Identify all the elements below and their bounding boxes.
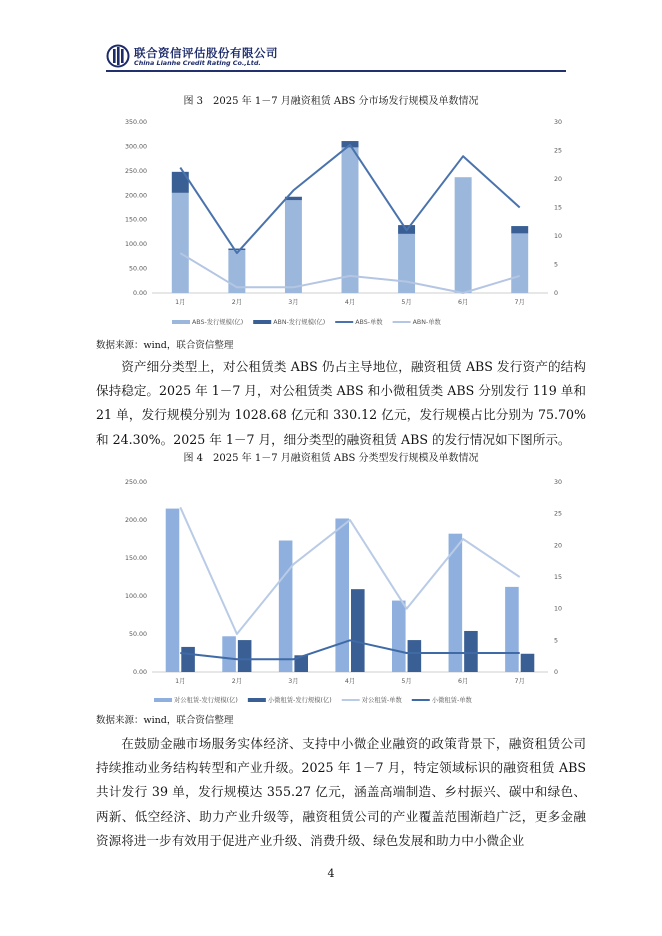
- y2-tick-label: 10: [554, 605, 563, 613]
- series-line-1: [180, 507, 519, 634]
- legend-swatch-bar: [172, 320, 190, 324]
- y-tick-label: 0.00: [132, 290, 147, 297]
- y2-tick-label: 5: [554, 261, 559, 269]
- bar-micro: [181, 647, 195, 672]
- x-tick-label: 4月: [344, 299, 356, 306]
- y2-tick-label: 25: [554, 510, 563, 518]
- bar-abs: [455, 177, 472, 293]
- bar-abn: [228, 249, 245, 250]
- legend-label: 对公租赁-单数: [361, 697, 402, 704]
- x-tick-label: 6月: [457, 299, 469, 306]
- bar-corporate: [392, 601, 406, 672]
- y2-tick-label: 0: [554, 290, 559, 297]
- legend-label: ABN-发行规模(亿): [273, 319, 326, 326]
- y2-tick-label: 15: [554, 204, 563, 212]
- bar-abn: [511, 226, 528, 233]
- y2-tick-label: 30: [554, 479, 563, 486]
- bar-abs: [511, 233, 528, 293]
- bar-corporate: [505, 587, 519, 672]
- bar-abs: [398, 234, 415, 293]
- x-tick-label: 3月: [288, 678, 299, 685]
- page-header: [106, 42, 566, 72]
- legend-label: ABS-发行规模(亿): [192, 319, 244, 326]
- y-tick-label: 250.00: [124, 479, 147, 486]
- y-tick-label: 350.00: [124, 119, 147, 126]
- paragraph-text: 资产细分类型上，对公租赁类 ABS 仍占主导地位，融资租赁 ABS 发行资产的结构保持稳定。2025 年 1－7 月，对公租赁类 ABS 和小微租赁类 ABS 分别发行 119 单和 21 单，发行规模分别为 1028.68 亿元和 330.12 亿元，发行规模占比分别为 75.70%和 24.30%。2025 年 1－7 月，细分类型的融资租赁 ABS 的发行情况如下图所示。: [96, 359, 586, 447]
- figure3-source: 数据来源：wind，联合资信整理: [96, 340, 234, 351]
- company-name-en: China Lianhe Credit Rating Co.,Ltd.: [134, 59, 261, 67]
- y-tick-label: 50.00: [128, 265, 147, 273]
- x-tick-label: 7月: [514, 678, 525, 685]
- x-tick-label: 6月: [457, 678, 469, 685]
- bar-micro: [238, 640, 252, 672]
- bar-micro: [408, 640, 422, 672]
- legend-label: 小微租赁-发行规模(亿): [267, 697, 332, 704]
- x-tick-label: 3月: [288, 299, 299, 306]
- bar-micro: [464, 631, 478, 672]
- bar-abs: [285, 200, 302, 293]
- y2-tick-label: 25: [554, 147, 563, 155]
- x-tick-label: 1月: [175, 299, 186, 306]
- x-tick-label: 2月: [231, 678, 243, 685]
- y-tick-label: 0.00: [132, 669, 147, 676]
- lianhe-logo-icon: [106, 44, 130, 68]
- figure4-caption: 图 4 2025 年 1－7 月融资租赁 ABS 分类型发行规模及单数情况: [183, 453, 479, 464]
- legend-swatch-bar: [154, 698, 172, 702]
- figure3-caption: 图 3 2025 年 1－7 月融资租赁 ABS 分市场发行规模及单数情况: [183, 96, 479, 107]
- y-tick-label: 200.00: [124, 192, 147, 200]
- bar-abs: [172, 193, 189, 293]
- legend-label: ABN-单数: [412, 319, 441, 326]
- y2-tick-label: 20: [554, 542, 563, 550]
- y2-tick-label: 15: [554, 574, 563, 581]
- x-tick-label: 5月: [401, 299, 412, 306]
- figure4-chart: [112, 472, 582, 708]
- company-name-cn: 联合资信评估股份有限公司: [134, 46, 278, 60]
- page-number: 4: [327, 867, 335, 880]
- y2-tick-label: 0: [554, 669, 559, 676]
- legend-swatch-bar: [253, 320, 271, 324]
- y-tick-label: 100.00: [124, 593, 147, 600]
- y2-tick-label: 30: [554, 119, 563, 126]
- header-divider: [106, 70, 566, 72]
- bar-corporate: [222, 636, 236, 672]
- x-tick-label: 2月: [231, 299, 243, 306]
- legend-label: 小微租赁-单数: [431, 697, 472, 704]
- x-tick-label: 7月: [514, 299, 525, 306]
- body-paragraph-1: [96, 355, 586, 452]
- bar-corporate: [335, 518, 349, 672]
- body-paragraph-2: [96, 732, 586, 853]
- bar-corporate: [279, 541, 293, 672]
- bar-micro: [351, 589, 365, 672]
- legend-label: 对公租赁-发行规模(亿): [174, 697, 238, 704]
- legend-swatch-bar: [248, 698, 266, 702]
- x-tick-label: 1月: [175, 678, 186, 685]
- bar-corporate: [166, 509, 180, 672]
- paragraph-text: 在鼓励金融市场服务实体经济、支持中小微企业融资的政策背景下，融资租赁公司持续推动业务结构转型和产业升级。2025 年 1－7 月，特定领域标识的融资租赁 ABS 共计发行 39 单，发行规模达 355.27 亿元，涵盖高端制造、乡村振兴、碳中和绿色、两新、低空经济、助力产业升级等，融资租赁公司的产业覆盖范围渐趋广泛，更多金融资源将进一步有效用于促进产业升级、消费升级、绿色发展和助力中小微企业: [96, 736, 586, 848]
- figure3-chart: [112, 112, 582, 334]
- x-tick-label: 4月: [344, 678, 356, 685]
- y2-tick-label: 10: [554, 233, 563, 240]
- y-tick-label: 150.00: [124, 216, 147, 224]
- bar-micro: [521, 654, 535, 672]
- y-tick-label: 100.00: [124, 241, 147, 249]
- y-tick-label: 250.00: [124, 167, 147, 175]
- y-tick-label: 300.00: [124, 143, 147, 151]
- y2-tick-label: 5: [554, 637, 559, 645]
- figure4-source: 数据来源：wind，联合资信整理: [96, 715, 234, 726]
- bar-abs: [342, 147, 359, 293]
- y-tick-label: 150.00: [124, 555, 147, 562]
- y2-tick-label: 20: [554, 176, 563, 183]
- y-tick-label: 50.00: [128, 631, 147, 638]
- y-tick-label: 200.00: [124, 517, 147, 524]
- legend-label: ABS-单数: [355, 319, 383, 326]
- x-tick-label: 5月: [401, 678, 412, 685]
